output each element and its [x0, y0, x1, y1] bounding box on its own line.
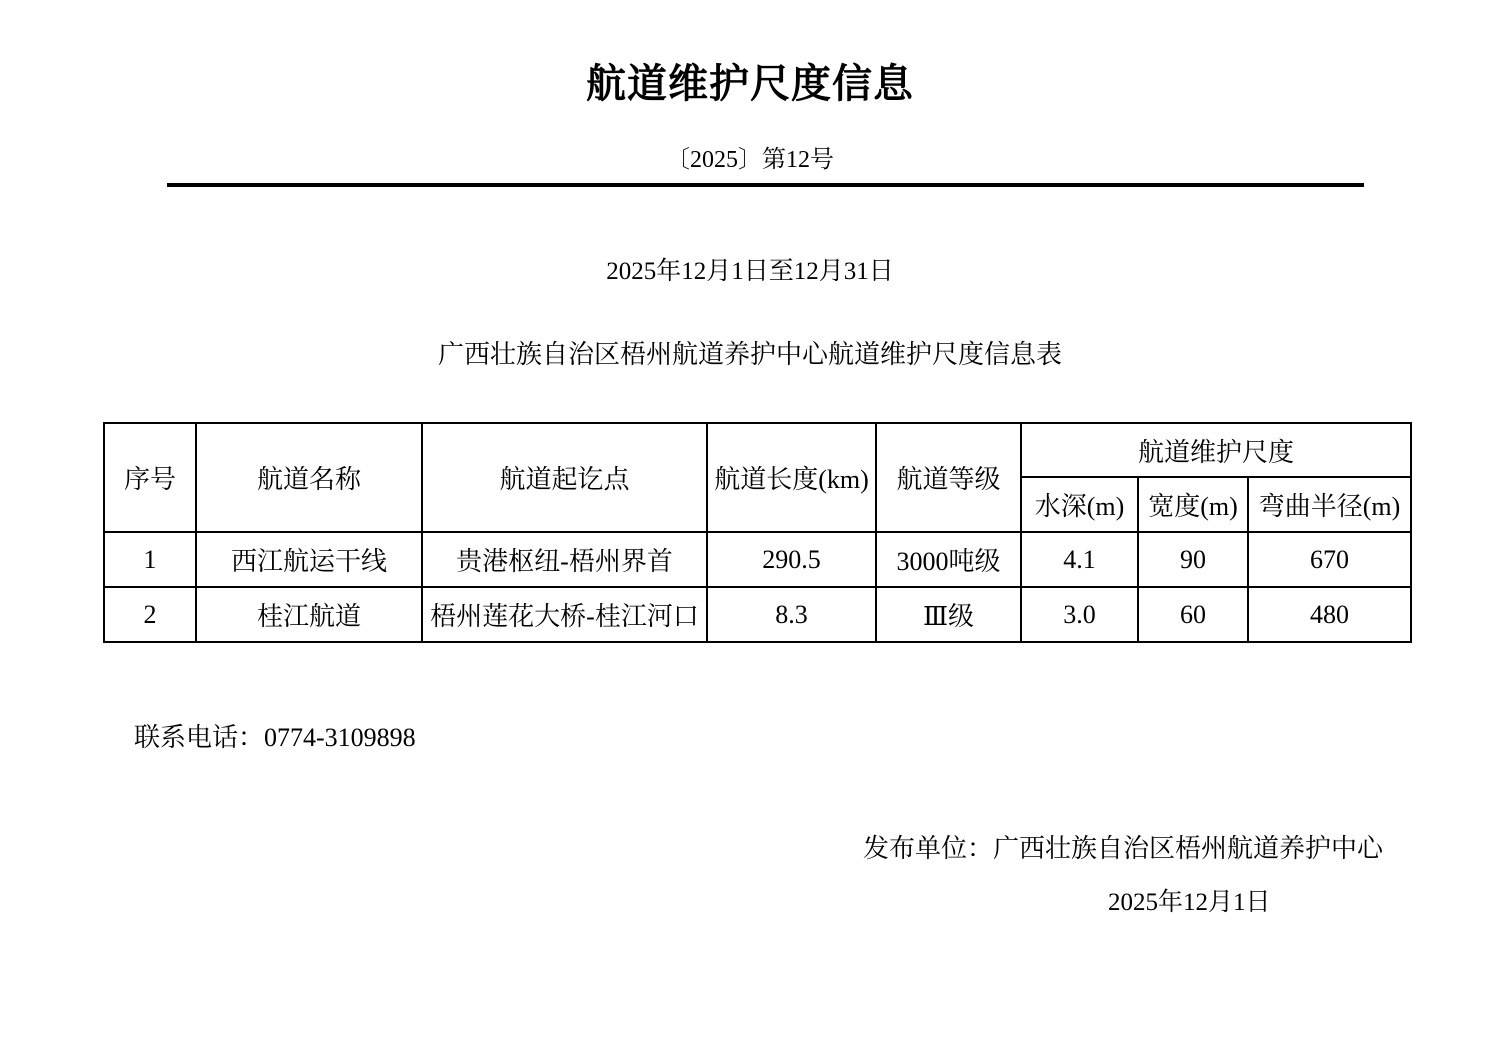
cell-width: 90 [1138, 532, 1248, 587]
page-title: 航道维护尺度信息 [586, 61, 914, 106]
cell-seq: 2 [104, 587, 196, 642]
doc-number: 〔2025〕第12号 [666, 147, 834, 173]
col-header-seq: 序号 [104, 423, 196, 532]
divider-line [167, 183, 1364, 187]
channel-maintenance-table [103, 422, 1412, 643]
col-header-width: 宽度(m) [1138, 477, 1248, 532]
col-header-grade: 航道等级 [876, 423, 1021, 532]
cell-length: 8.3 [707, 587, 876, 642]
date-range: 2025年12月1日至12月31日 [606, 258, 894, 285]
cell-bend-radius: 670 [1248, 532, 1411, 587]
cell-bend-radius: 480 [1248, 587, 1411, 642]
cell-endpoints: 贵港枢纽-梧州界首 [422, 532, 707, 587]
publish-date: 2025年12月1日 [1108, 889, 1271, 916]
col-header-length: 航道长度(km) [707, 423, 876, 532]
col-header-bend-radius: 弯曲半径(m) [1248, 477, 1411, 532]
table-row [104, 532, 1411, 587]
col-header-endpoints: 航道起讫点 [422, 423, 707, 532]
cell-seq: 1 [104, 532, 196, 587]
table-row [104, 587, 1411, 642]
publisher: 发布单位：广西壮族自治区梧州航道养护中心 [863, 834, 1384, 863]
col-header-depth: 水深(m) [1021, 477, 1138, 532]
cell-grade: Ⅲ级 [876, 587, 1021, 642]
cell-name: 桂江航道 [196, 587, 422, 642]
cell-name: 西江航运干线 [196, 532, 422, 587]
cell-depth: 3.0 [1021, 587, 1138, 642]
cell-length: 290.5 [707, 532, 876, 587]
table-header-row-top [104, 423, 1411, 477]
cell-grade: 3000吨级 [876, 532, 1021, 587]
cell-depth: 4.1 [1021, 532, 1138, 587]
cell-width: 60 [1138, 587, 1248, 642]
table-title: 广西壮族自治区梧州航道养护中心航道维护尺度信息表 [437, 340, 1062, 369]
contact-phone: 联系电话：0774-3109898 [134, 723, 416, 752]
col-header-name: 航道名称 [196, 423, 422, 532]
cell-endpoints: 梧州莲花大桥-桂江河口 [422, 587, 707, 642]
col-header-maintenance: 航道维护尺度 [1021, 423, 1411, 477]
